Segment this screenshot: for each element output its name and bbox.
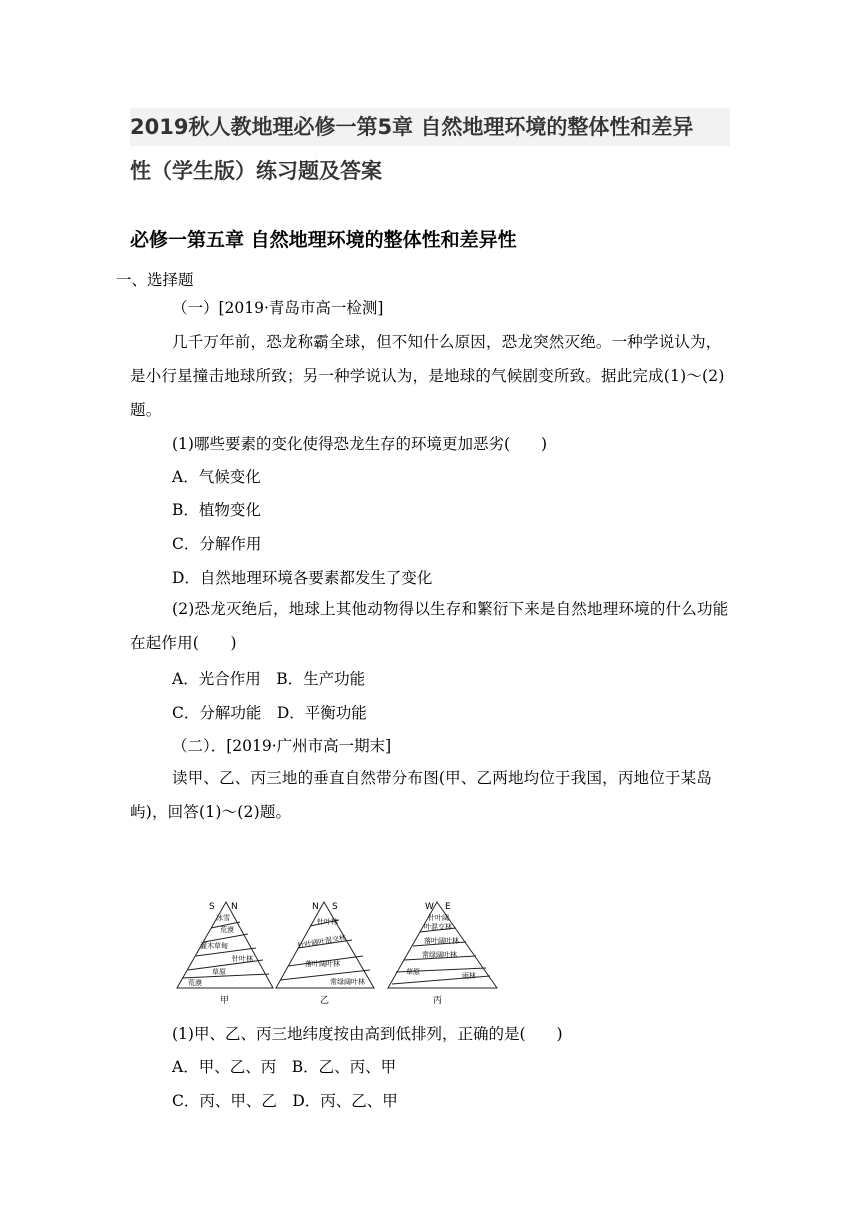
bing-zone-label: 叶混交林 <box>424 923 452 931</box>
group1-q1-option-c: C．分解作用 <box>172 535 262 553</box>
yi-caption: 乙 <box>320 996 330 1006</box>
group1-passage: 几千万年前，恐龙称霸全球，但不知什么原因，恐龙突然灭绝。一种学说认为，是小行星撞击地球所致；另一种学说认为，是地球的气候剧变所致。据此完成(1)～(2)题。 <box>130 333 725 419</box>
group1-q2-options-cd: C．分解功能 D．平衡功能 <box>172 704 367 722</box>
jia-zone-label: 荒漠 <box>220 926 234 934</box>
yi-direction-left: N <box>312 902 319 912</box>
group1-q1-option-b: B．植物变化 <box>172 501 261 519</box>
bing-caption: 丙 <box>433 996 443 1006</box>
section-label: 一、选择题 <box>116 271 194 289</box>
bing-zone-label: 常绿阔叶林 <box>422 951 457 959</box>
yi-zone-label: 落叶阔叶林 <box>305 960 340 968</box>
bing-direction-right: E <box>445 902 451 912</box>
yi-zone-label: 针叶林 <box>317 918 338 926</box>
vertical-zone-figure <box>170 896 500 1016</box>
group1-q2-options-ab: A．光合作用 B．生产功能 <box>172 670 366 688</box>
jia-direction-left: S <box>209 902 215 912</box>
group1-q1-stem: (1)哪些要素的变化使得恐龙生存的环境更加恶劣( ) <box>172 435 548 453</box>
bing-zone-label: 落叶阔叶林 <box>424 937 459 945</box>
group2-q1-options-cd: C．丙、甲、乙 D．丙、乙、甲 <box>172 1092 398 1110</box>
group1-q1-option-a: A．气候变化 <box>172 468 261 486</box>
document-title-line-2: 性（学生版）练习题及答案 <box>130 159 382 183</box>
jia-caption: 甲 <box>220 996 230 1006</box>
bing-zone-label: 雨林 <box>462 972 476 980</box>
yi-direction-right: S <box>332 902 338 912</box>
group2-passage: 读甲、乙、丙三地的垂直自然带分布图(甲、乙两地均位于我国，丙地位于某岛屿)，回答(1)～(2)题。 <box>130 769 713 821</box>
yi-zone-label: 常绿阔叶林 <box>330 978 365 986</box>
jia-zone-label: 荒漠 <box>188 979 202 987</box>
jia-direction-right: N <box>231 902 238 912</box>
group2-q1-options-ab: A．甲、乙、丙 B．乙、丙、甲 <box>172 1058 397 1076</box>
bing-zone-label: 草原 <box>406 968 420 976</box>
group2-q1-stem: (1)甲、乙、丙三地纬度按由高到低排列，正确的是( ) <box>172 1025 563 1043</box>
yi-zone-label: 针叶阔叶混交林 <box>296 933 347 950</box>
group2-source: （二）．[2019·广州市高一期末] <box>172 737 392 755</box>
chapter-heading: 必修一第五章 自然地理环境的整体性和差异性 <box>130 229 517 251</box>
jia-zone-label: 灌木草甸 <box>200 942 228 950</box>
group1-q1-option-d: D．自然地理环境各要素都发生了变化 <box>172 569 433 587</box>
jia-zone-label: 针叶林 <box>232 955 253 963</box>
bing-zone-label: 针叶阔 <box>428 914 449 922</box>
document-title-line-1: 2019秋人教地理必修一第5章 自然地理环境的整体性和差异 <box>130 108 730 146</box>
group1-q2-stem: (2)恐龙灭绝后，地球上其他动物得以生存和繁衍下来是自然地理环境的什么功能在起作用( ) <box>130 600 729 652</box>
bing-direction-left: W <box>425 902 434 912</box>
jia-zone-label: 冰雪 <box>216 914 230 922</box>
group1-source: （一）[2019·青岛市高一检测] <box>172 299 384 317</box>
jia-zone-label: 草原 <box>212 968 226 976</box>
